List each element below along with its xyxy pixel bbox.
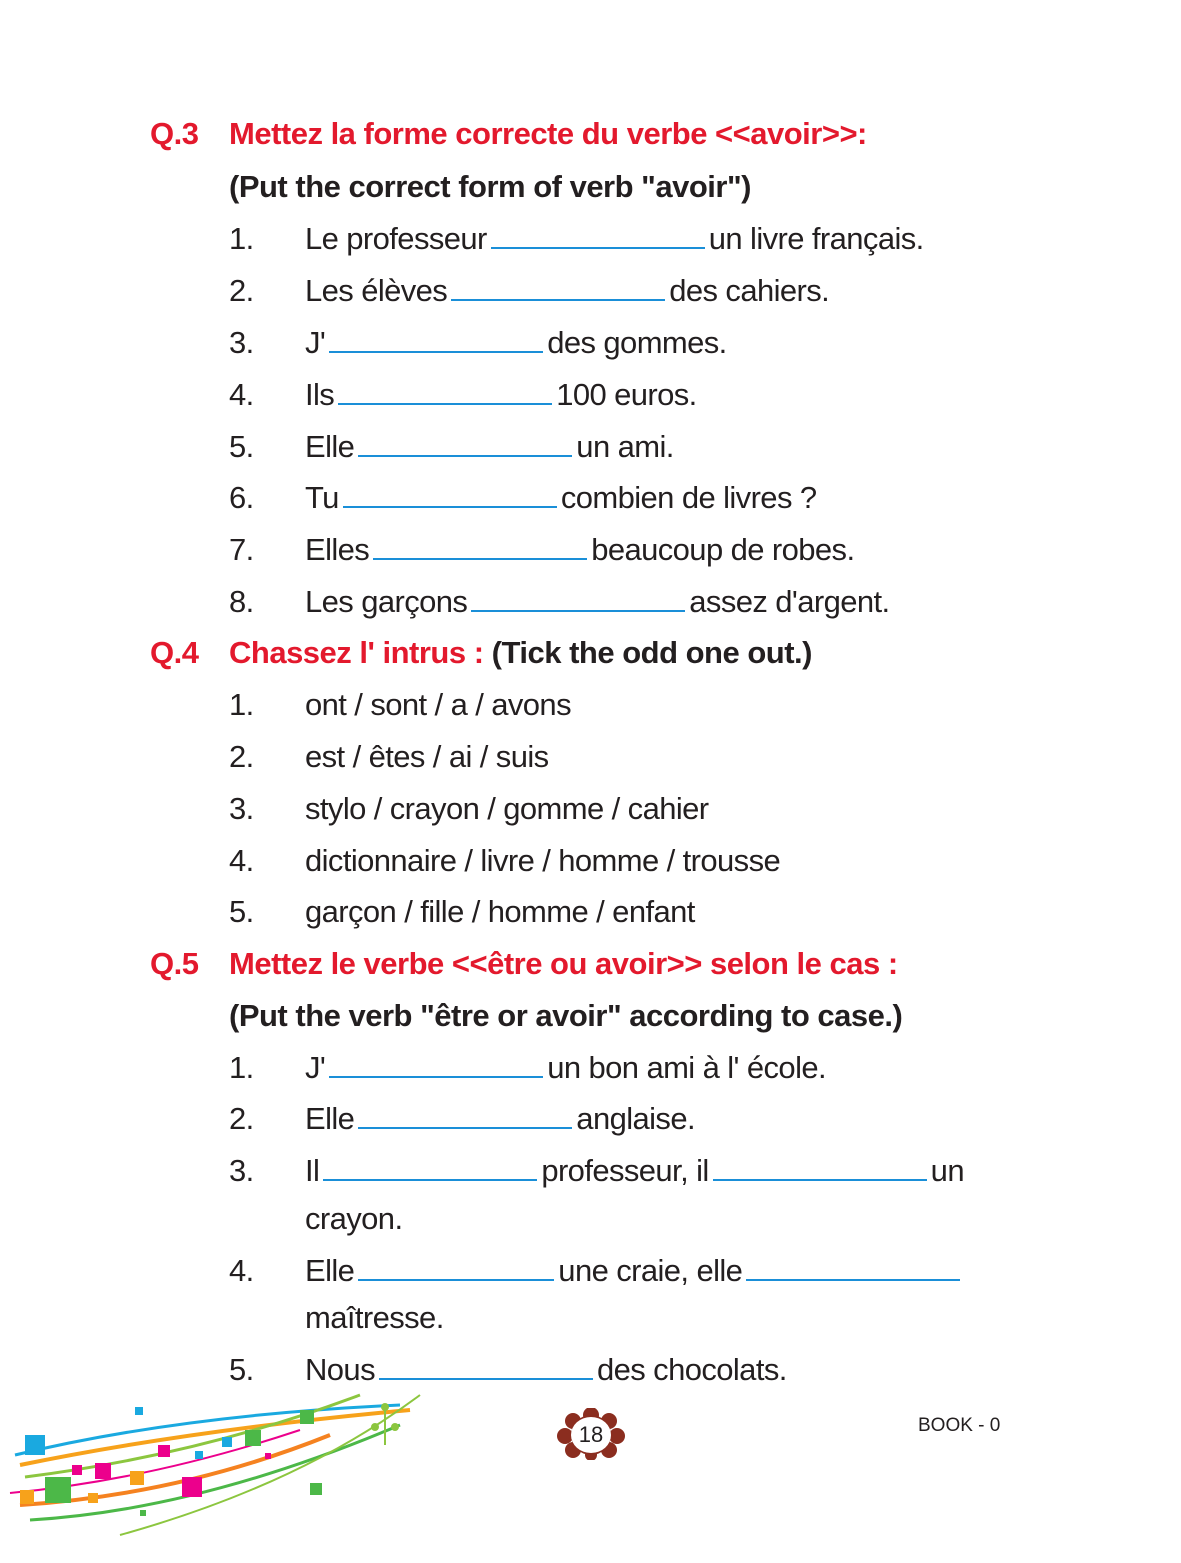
q5-title: Mettez le verbe <<être ou avoir>> selon le cas : xyxy=(229,946,898,981)
answer-blank[interactable] xyxy=(373,536,587,560)
answer-blank[interactable] xyxy=(358,433,572,457)
answer-blank[interactable] xyxy=(451,277,665,301)
q4-heading xyxy=(150,635,812,671)
answer-blank[interactable] xyxy=(343,484,557,508)
q3-number: Q.3 xyxy=(150,116,199,151)
book-label: BOOK - 0 xyxy=(918,1415,1001,1436)
q4-number: Q.4 xyxy=(150,635,199,670)
page-number-badge xyxy=(555,1408,627,1460)
answer-blank[interactable] xyxy=(471,588,685,612)
answer-blank[interactable] xyxy=(358,1257,554,1281)
q5-item-4-continuation: maîtresse. xyxy=(305,1300,444,1335)
decorative-swoosh-graphic xyxy=(0,1385,440,1545)
q3-title: Mettez la forme correcte du verbe <<avoir>>: xyxy=(229,116,867,151)
q5-number: Q.5 xyxy=(150,946,199,981)
q4-title: Chassez l' intrus : xyxy=(229,635,484,670)
q5-item-3-continuation: crayon. xyxy=(305,1201,403,1236)
answer-blank[interactable] xyxy=(358,1105,572,1129)
q5-heading xyxy=(150,946,898,982)
answer-blank[interactable] xyxy=(713,1157,927,1181)
page-number: 18 xyxy=(578,1422,604,1447)
answer-blank[interactable] xyxy=(329,329,543,353)
answer-blank[interactable] xyxy=(329,1054,543,1078)
answer-blank[interactable] xyxy=(746,1257,960,1281)
answer-blank[interactable] xyxy=(338,381,552,405)
q5-subtitle: (Put the verb "être or avoir" according to case.) xyxy=(229,998,903,1033)
answer-blank[interactable] xyxy=(491,225,705,249)
answer-blank[interactable] xyxy=(323,1157,537,1181)
answer-blank[interactable] xyxy=(379,1356,593,1380)
q4-title-translation: (Tick the odd one out.) xyxy=(491,635,812,670)
q3-heading xyxy=(150,116,867,152)
q3-subtitle: (Put the correct form of verb "avoir") xyxy=(229,169,751,204)
